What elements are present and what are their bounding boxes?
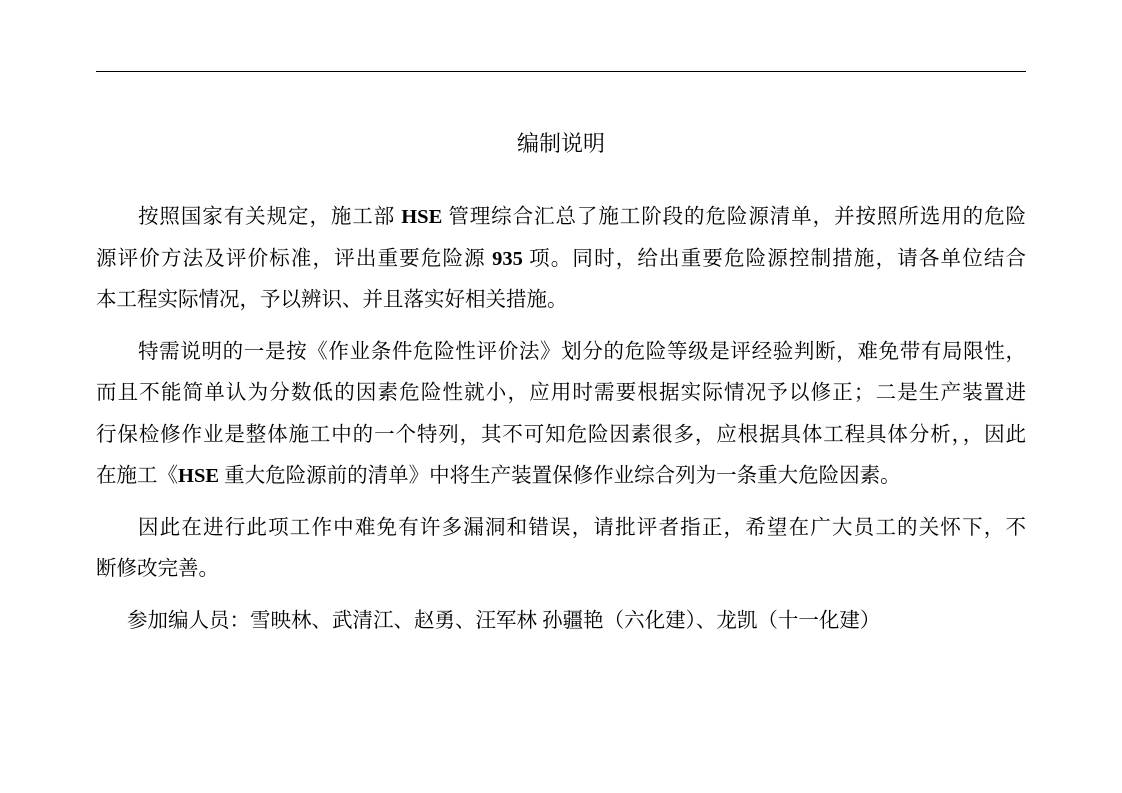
paragraph-closing	[96, 508, 1026, 591]
page-title: 编制说明	[516, 131, 605, 156]
paragraph-summary	[96, 197, 1026, 322]
header-rule	[96, 71, 1026, 72]
text-line: 特需说明的一是按《作业条件危险性评价法》划分的危险等级是评经验判断，难免带有局限性，	[138, 340, 1026, 363]
contributors	[96, 601, 1026, 643]
text-line: 行保检修作业是整体施工中的一个特列，其不可知危险因素很多，应根据具体工程具体分析，，因此	[96, 423, 1026, 446]
text-line: 因此在进行此项工作中难免有许多漏洞和错误，请批评者指正，希望在广大员工的关怀下，不	[138, 516, 1026, 539]
bold-term: 935	[492, 247, 523, 270]
bold-term: HSE	[178, 465, 220, 487]
text-line: 本工程实际情况，予以辨识、并且落实好相关措施。	[96, 289, 568, 311]
contributors-line: 参加编人员：雪映林、武清江、赵勇、汪军林 孙疆艳（六化建）、龙凯（十一化建）	[127, 609, 881, 632]
text-line: 断修改完善。	[96, 558, 219, 580]
text-line: 而且不能简单认为分数低的因素危险性就小，应用时需要根据实际情况予以修正；二是生产装置进	[96, 382, 1026, 404]
bold-term: HSE	[401, 206, 443, 228]
text-line: 按照国家有关规定，施工部 HSE 管理综合汇总了施工阶段的危险源清单，并按照所选用的危险	[138, 206, 1027, 228]
paragraph-special-notes	[96, 332, 1026, 498]
text-line: 在施工《HSE 重大危险源前的清单》中将生产装置保修作业综合列为一条重大危险因素。	[96, 465, 901, 487]
document-body	[96, 197, 1026, 652]
text-line: 源评价方法及评价标准，评出重要危险源 935 项。同时，给出重要危险源控制措施，请各单位结合	[96, 247, 1027, 270]
